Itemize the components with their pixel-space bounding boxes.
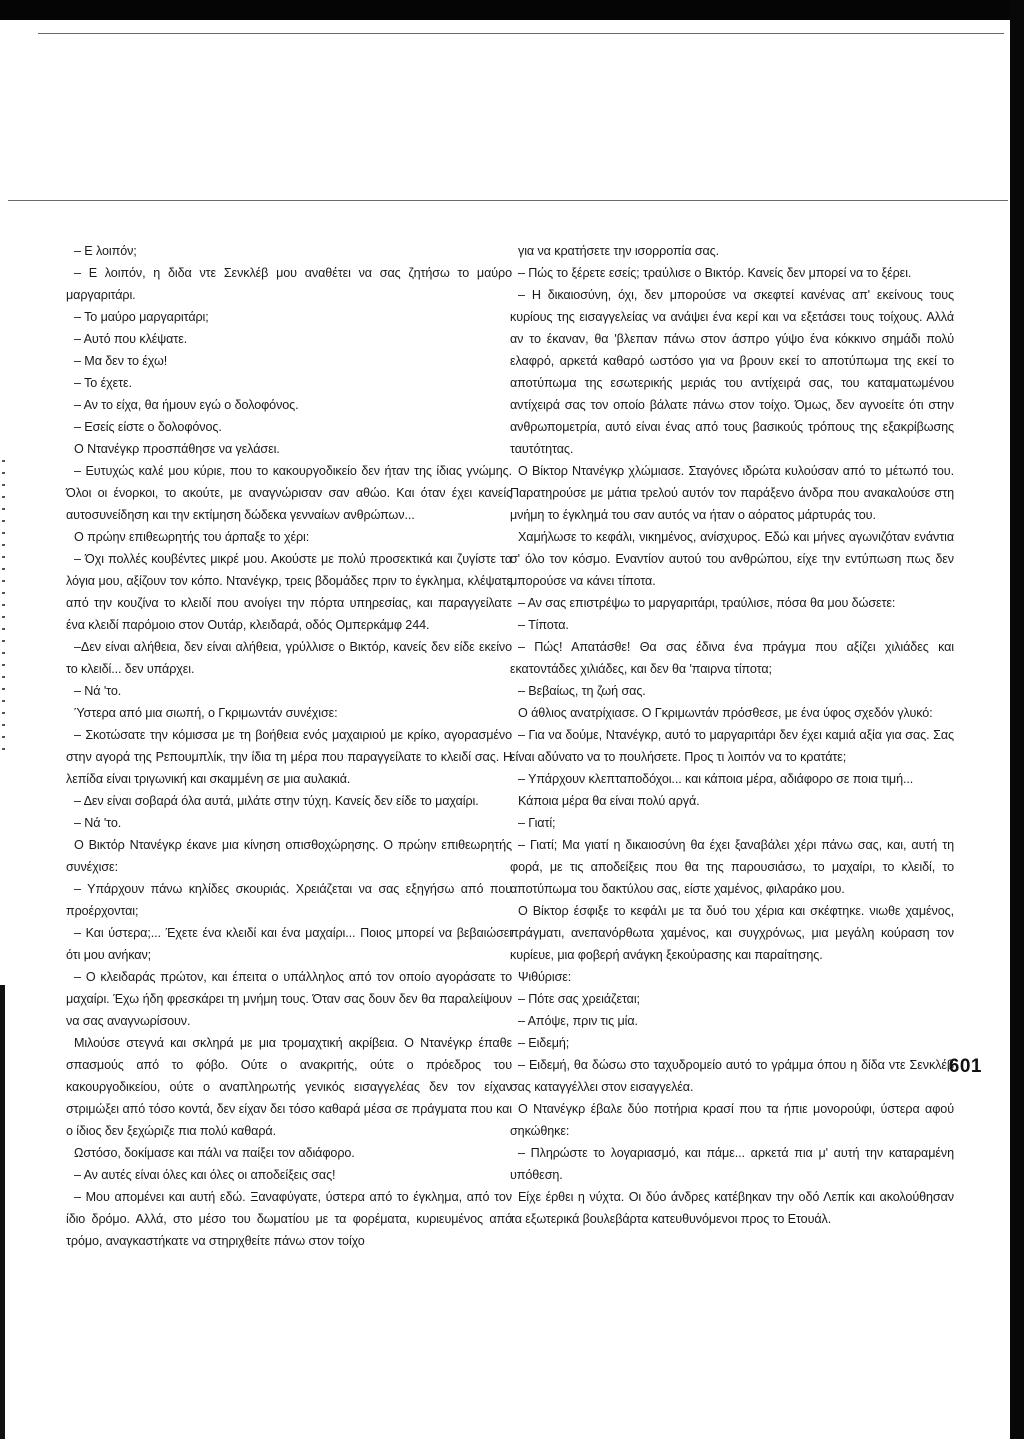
left-text-column: [66, 240, 512, 1252]
paragraph: Ο Βικτόρ Ντανέγκρ έκανε μια κίνηση οπισθοχώρησης. Ο πρώην επιθεωρητής συνέχισε:: [66, 838, 512, 874]
paragraph: – Για να δούμε, Ντανέγκρ, αυτό το μαργαριτάρι δεν έχει καμιά αξία για σας. Σας είναι αδύνατο να το πουλήσετε. Προς τι λοιπόν να το κρατάτε;: [510, 728, 954, 764]
paragraph: – Και ύστερα;... Έχετε ένα κλειδί και ένα μαχαίρι... Ποιος μπορεί να βεβαιώσει ότι μου ανήκαν;: [66, 926, 512, 962]
paragraph: – Μου απομένει και αυτή εδώ. Ξαναφύγατε, ύστερα από το έγκλημα, από τον ίδιο δρόμο. Αλλά, στο μέσο του δωματίου με τα φορέματα, κυριευμένος από τρόμο, αναγκαστήκατε να στηριχθείτε πάνω στον τοίχο: [66, 1190, 512, 1248]
paragraph: Ο άθλιος ανατρίχιασε. Ο Γκριμωντάν πρόσθεσε, με ένα ύφος σχεδόν γλυκό:: [518, 706, 933, 720]
paragraph: Ο πρώην επιθεωρητής του άρπαξε το χέρι:: [74, 530, 310, 544]
paragraph: – Η δικαιοσύνη, όχι, δεν μπορούσε να σκεφτεί κανένας απ' εκείνους τους κυρίους της εισαγγελείας να ανάψει ένα κερί και να εξετάσει τους τοίχους. Αλλά αν το έκαναν, θα 'βλεπαν πάνω στον άσπρο γύψο ένα κόκκινο σημάδι πολύ ελαφρό, αρκετά καθαρό ωστόσο για να βρουν εκεί το αποτύπωμα της εκεί το αποτύπωμα της εσωτερικής μεριάς του αντίχειρά σας, του καταματωμένου αντίχειρά σας τον οποίο βάλατε πάνω στον τοίχο. Όμως, δεν αγνοείτε ότι στην ανθρωπομετρία, αυτό είναι ένας από τους βασικούς τρόπους της εξακρίβωσης ταυτότητας.: [510, 288, 954, 456]
paragraph: – Σκοτώσατε την κόμισσα με τη βοήθεια ενός μαχαιριού με κρίκο, αγορασμένο στην αγορά της Ρεπουμπλίκ, την ίδια τη μέρα που παραγγείλατε το κλειδί σας. Η λεπίδα είναι τριγωνική και σκαμμένη σε μια αυλακιά.: [66, 728, 512, 786]
paragraph: Κάποια μέρα θα είναι πολύ αργά.: [518, 794, 700, 808]
paragraph: Ψιθύρισε:: [518, 970, 572, 984]
paragraph: – Ειδεμή, θα δώσω στο ταχυδρομείο αυτό το γράμμα όπου η δίδα ντε Σενκλέβ σας καταγγέλλει στον εισαγγελέα.: [510, 1058, 954, 1094]
paragraph: – Πώς! Απατάσθε! Θα σας έδινα ένα πράγμα που αξίζει χιλιάδες και εκατοντάδες χιλιάδες, και δεν θα 'παιρνα τίποτα;: [510, 640, 954, 676]
paragraph: – Αν το είχα, θα ήμουν εγώ ο δολοφόνος.: [74, 398, 299, 412]
paragraph: – Δεν είναι σοβαρά όλα αυτά, μιλάτε στην τύχη. Κανείς δεν είδε το μαχαίρι.: [74, 794, 479, 808]
paragraph: Ο Βίκτορ έσφιξε το κεφάλι με τα δυό του χέρια και σκέφτηκε. νιωθε χαμένος, πράγματι, ανεπανόρθωτα χαμένος, και συγχρόνως, μια μεγάλη κούραση τον κυρίευε, μια φοβερή ανάγκη ξεκούρασης και παραίτησης.: [510, 904, 954, 962]
paragraph: – Υπάρχουν πάνω κηλίδες σκουριάς. Χρειάζεται να σας εξηγήσω από που προέρχονται;: [66, 882, 512, 918]
paragraph: – Μα δεν το έχω!: [74, 354, 168, 368]
page-number: 601: [948, 1056, 982, 1077]
paragraph: – Αν αυτές είναι όλες και όλες οι αποδείξεις σας!: [74, 1168, 336, 1182]
paragraph: Χαμήλωσε το κεφάλι, νικημένος, ανίσχυρος. Εδώ και μήνες αγωνιζόταν ενάντια σ' όλο τον κόσμο. Εναντίον αυτού του ανθρώπου, είχε την εντύπωση πως δεν μπορούσε να κάνει τίποτα.: [510, 530, 954, 588]
paragraph: – Αυτό που κλέψατε.: [74, 332, 188, 346]
paragraph: – Ε λοιπόν;: [74, 244, 137, 258]
paragraph: για να κρατήσετε την ισορροπία σας.: [518, 244, 720, 258]
paragraph: – Βεβαίως, τη ζωή σας.: [518, 684, 646, 698]
paragraph: –Δεν είναι αλήθεια, δεν είναι αλήθεια, γρύλλισε ο Βικτόρ, κανείς δεν είδε εκείνο το κλειδί... δεν υπάρχει.: [66, 640, 512, 676]
paragraph: – Γιατί;: [518, 816, 556, 830]
right-text-column: [510, 240, 954, 1230]
paragraph: – Νά 'το.: [74, 816, 122, 830]
paragraph: – Ο κλειδαράς πρώτον, και έπειτα ο υπάλληλος από τον οποίο αγοράσατε το μαχαίρι. Έχω ήδη φρεσκάρει τη μνήμη τους. Όταν σας δουν δεν θα παραλείψουν να σας αναγνωρίσουν.: [66, 970, 512, 1028]
paragraph: Μιλούσε στεγνά και σκληρά με μια τρομαχτική ακρίβεια. Ο Ντανέγκρ έπαθε σπασμούς από το φόβο. Ούτε ο ανακριτής, ούτε ο πρόεδρος του κακουργοδικείου, ούτε ο αναπληρωτής γενικός εισαγγελέας δεν τον είχαν στριμώξει από τόσο κοντά, δεν είχαν δει τόσο καθαρά μέσα σε πράγματα που και ο ίδιος δεν ξεχώριζε πια πολύ καθαρά.: [66, 1036, 512, 1138]
paragraph: Είχε έρθει η νύχτα. Οι δύο άνδρες κατέβηκαν την οδό Λεπίκ και ακολούθησαν τα εξωτερικά βουλεβάρτα κατευθυνόμενοι προς το Ετουάλ.: [510, 1190, 954, 1226]
paragraph: – Το μαύρο μαργαριτάρι;: [74, 310, 209, 324]
paragraph: – Υπάρχουν κλεπταποδόχοι... και κάποια μέρα, αδιάφορο σε ποια τιμή...: [518, 772, 914, 786]
paragraph: Ωστόσο, δοκίμασε και πάλι να παίξει τον αδιάφορο.: [74, 1146, 355, 1160]
paragraph: – Όχι πολλές κουβέντες μικρέ μου. Ακούστε με πολύ προσεκτικά και ζυγίστε τα λόγια μου, αξίζουν τον κόπο. Ντανέγκρ, τρεις βδομάδες πριν το έγκλημα, κλέψατε από την κουζίνα το κλειδί που ανοίγει την πόρτα υπηρεσίας, και παραγγείλατε ένα κλειδί παρόμοιο στον Ουτάρ, κλειδαρά, οδός Ομπερκάμφ 244.: [66, 552, 512, 632]
paragraph: – Νά 'το.: [74, 684, 122, 698]
paragraph: – Πώς το ξέρετε εσείς; τραύλισε ο Βικτόρ. Κανείς δεν μπορεί να το ξέρει.: [518, 266, 912, 280]
paragraph: – Ευτυχώς καλέ μου κύριε, που το κακουργοδικείο δεν ήταν της ίδιας γνώμης. Όλοι οι ένορκοι, το ακούτε, με αναγνώρισαν σαν αθώο. Και όταν έχει κανείς αυτοσυνείδηση και την εκτίμηση δώδεκα γενναίων ανθρώπων...: [66, 464, 512, 522]
paragraph: – Αν σας επιστρέψω το μαργαριτάρι, τραύλισε, πόσα θα μου δώσετε:: [518, 596, 896, 610]
paragraph: – Εσείς είστε ο δολοφόνος.: [74, 420, 222, 434]
paragraph: – Ειδεμή;: [518, 1036, 570, 1050]
paragraph: – Απόψε, πριν τις μία.: [518, 1014, 638, 1028]
paragraph: – Το έχετε.: [74, 376, 132, 390]
paragraph: – Πληρώστε το λογαριασμό, και πάμε... αρκετά πια μ' αυτή την καταραμένη υπόθεση.: [510, 1146, 954, 1182]
paragraph: – Τίποτα.: [518, 618, 569, 632]
paragraph: Ύστερα από μια σιωπή, ο Γκριμωντάν συνέχισε:: [74, 706, 338, 720]
paragraph: Ο Ντανέγκρ προσπάθησε να γελάσει.: [74, 442, 280, 456]
paragraph: Ο Ντανέγκρ έβαλε δύο ποτήρια κρασί που τα ήπιε μονορούφι, ύστερα αφού σηκώθηκε:: [510, 1102, 954, 1138]
paragraph: – Ε λοιπόν, η διδα ντε Σενκλέβ μου αναθέτει να σας ζητήσω το μαύρο μαργαριτάρι.: [66, 266, 512, 302]
paragraph: – Γιατί; Μα γιατί η δικαιοσύνη θα έχει ξαναβάλει χέρι πάνω σας, και, αυτή τη φορά, με τις αποδείξεις που θα της παρουσιάσω, το μαχαίρι, το κλειδί, το αποτύπωμα του δακτύλου σας, είστε χαμένος, φιλαράκο μου.: [510, 838, 954, 896]
paragraph: – Πότε σας χρειάζεται;: [518, 992, 640, 1006]
paragraph: Ο Βίκτορ Ντανέγκρ χλώμιασε. Σταγόνες ιδρώτα κυλούσαν από το μέτωπό του. Παρατηρούσε με μάτια τρελού αυτόν τον παράξενο άνδρα που ανακαλούσε στη μνήμη το έγκλημά του σαν αυτός να ήταν ο αόρατος μάρτυράς του.: [510, 464, 954, 522]
